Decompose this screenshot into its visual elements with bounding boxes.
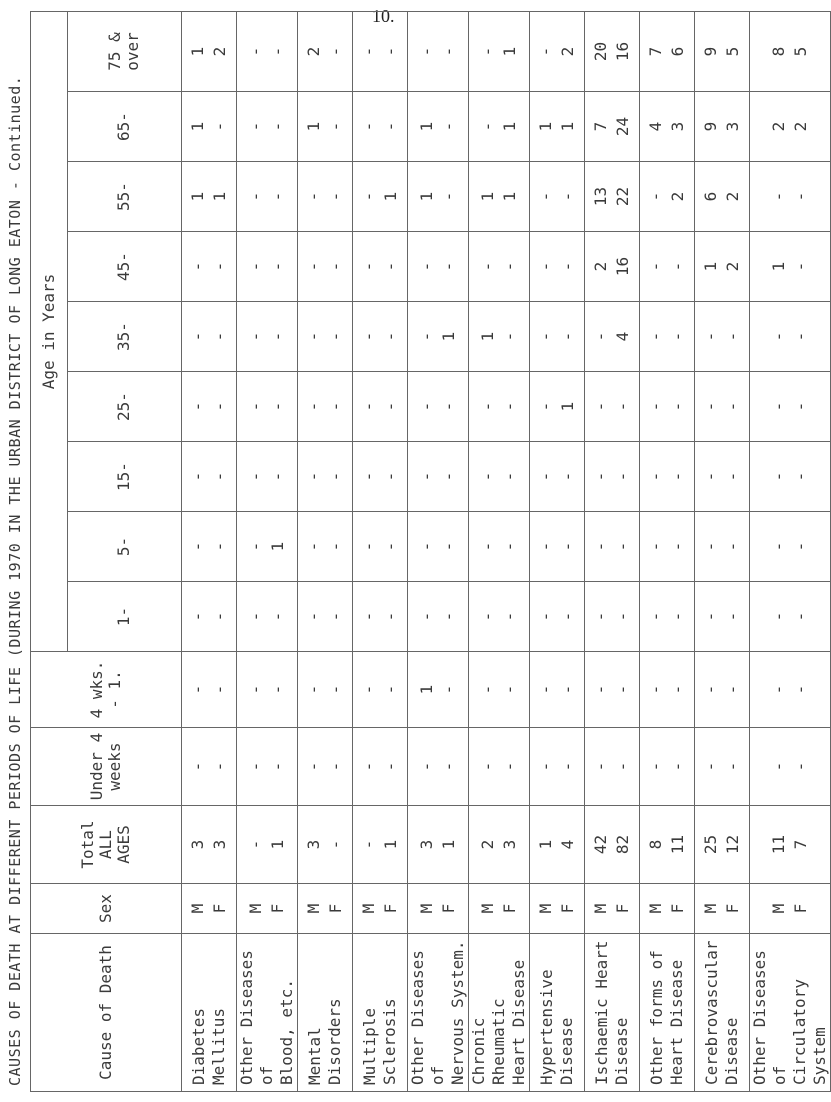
under-4-weeks-cell: - - bbox=[298, 728, 353, 806]
table-row bbox=[530, 11, 585, 1091]
age-cell: - - bbox=[640, 372, 695, 442]
age-cell: - - bbox=[530, 232, 585, 302]
age-cell: - - bbox=[298, 302, 353, 372]
under-4-weeks-cell: - - bbox=[469, 728, 530, 806]
age-cell: 1 1 bbox=[530, 92, 585, 162]
sex-cell: M F bbox=[530, 884, 585, 934]
age-cell: - - bbox=[695, 442, 750, 512]
table-row bbox=[585, 11, 640, 1091]
age-cell: - 4 bbox=[585, 302, 640, 372]
header-age-65: 65- bbox=[67, 92, 181, 162]
age-cell: 1 2 bbox=[182, 11, 237, 91]
age-cell: 4 3 bbox=[640, 92, 695, 162]
age-cell: - - bbox=[530, 582, 585, 652]
four-weeks-cell: - - bbox=[750, 652, 831, 728]
age-cell: - - bbox=[640, 232, 695, 302]
age-cell: - 1 bbox=[530, 372, 585, 442]
age-cell: - - bbox=[640, 302, 695, 372]
under-4-weeks-cell: - - bbox=[182, 728, 237, 806]
age-cell: - - bbox=[750, 512, 831, 582]
age-cell: - - bbox=[353, 11, 408, 91]
age-cell: - - bbox=[469, 582, 530, 652]
age-cell: - - bbox=[353, 442, 408, 512]
sex-cell: M F bbox=[182, 884, 237, 934]
sex-cell: M F bbox=[469, 884, 530, 934]
age-cell: - - bbox=[530, 162, 585, 232]
table-row bbox=[237, 11, 298, 1091]
age-cell: - - bbox=[585, 442, 640, 512]
sex-cell: M F bbox=[695, 884, 750, 934]
age-cell: - - bbox=[353, 232, 408, 302]
age-cell: 7 6 bbox=[640, 11, 695, 91]
age-cell: - 2 bbox=[640, 162, 695, 232]
age-cell: - - bbox=[585, 582, 640, 652]
age-cell: - - bbox=[298, 582, 353, 652]
causes-of-death-table bbox=[30, 11, 831, 1092]
age-cell: - - bbox=[408, 442, 469, 512]
age-cell: - - bbox=[298, 372, 353, 442]
four-weeks-cell: - - bbox=[237, 652, 298, 728]
header-age-1: 1- bbox=[67, 582, 181, 652]
table-row bbox=[695, 11, 750, 1091]
total-cell: 3 - bbox=[298, 806, 353, 884]
four-weeks-cell: - - bbox=[298, 652, 353, 728]
four-weeks-cell: 1 - bbox=[408, 652, 469, 728]
cause-of-death: Multiple Sclerosis bbox=[353, 934, 408, 1092]
age-cell: - 1 bbox=[353, 162, 408, 232]
age-cell: - - bbox=[408, 232, 469, 302]
age-cell: 2 - bbox=[298, 11, 353, 91]
total-cell: 25 12 bbox=[695, 806, 750, 884]
age-cell: - - bbox=[585, 512, 640, 582]
age-cell: - - bbox=[182, 302, 237, 372]
under-4-weeks-cell: - - bbox=[640, 728, 695, 806]
age-cell: 1 - bbox=[469, 302, 530, 372]
four-weeks-cell: - - bbox=[585, 652, 640, 728]
age-cell: 8 5 bbox=[750, 11, 831, 91]
age-cell: - - bbox=[750, 582, 831, 652]
age-cell: - - bbox=[750, 162, 831, 232]
sex-cell: M F bbox=[750, 884, 831, 934]
age-cell: - - bbox=[469, 512, 530, 582]
header-sex: Sex bbox=[31, 884, 182, 934]
header-age-35: 35- bbox=[67, 302, 181, 372]
age-cell: 2 16 bbox=[585, 232, 640, 302]
age-cell: 1 1 bbox=[182, 162, 237, 232]
four-weeks-cell: - - bbox=[182, 652, 237, 728]
age-cell: - - bbox=[469, 372, 530, 442]
age-cell: - 2 bbox=[530, 11, 585, 91]
age-cell: - - bbox=[530, 442, 585, 512]
age-cell: - - bbox=[408, 512, 469, 582]
table-row bbox=[408, 11, 469, 1091]
age-cell: - - bbox=[353, 372, 408, 442]
cause-of-death: Chronic Rheumatic Heart Disease bbox=[469, 934, 530, 1092]
age-cell: - - bbox=[408, 11, 469, 91]
age-cell: - - bbox=[695, 372, 750, 442]
total-cell: 3 3 bbox=[182, 806, 237, 884]
age-cell: 1 - bbox=[298, 92, 353, 162]
age-cell: - - bbox=[237, 92, 298, 162]
age-cell: - - bbox=[750, 302, 831, 372]
age-cell: - - bbox=[353, 302, 408, 372]
total-cell: 1 4 bbox=[530, 806, 585, 884]
cause-of-death: Cerebrovascular Disease bbox=[695, 934, 750, 1092]
table-row bbox=[750, 11, 831, 1091]
under-4-weeks-cell: - - bbox=[750, 728, 831, 806]
age-cell: 1 - bbox=[750, 232, 831, 302]
sex-cell: M F bbox=[353, 884, 408, 934]
age-cell: - 1 bbox=[408, 302, 469, 372]
sex-cell: M F bbox=[298, 884, 353, 934]
age-cell: - - bbox=[750, 372, 831, 442]
table-row bbox=[182, 11, 237, 1091]
four-weeks-cell: - - bbox=[353, 652, 408, 728]
header-age-45: 45- bbox=[67, 232, 181, 302]
age-cell: - - bbox=[298, 232, 353, 302]
age-cell: - - bbox=[353, 512, 408, 582]
age-cell: - - bbox=[640, 512, 695, 582]
age-cell: 2 2 bbox=[750, 92, 831, 162]
cause-of-death: Diabetes Mellitus bbox=[182, 934, 237, 1092]
header-age-25: 25- bbox=[67, 372, 181, 442]
age-cell: - - bbox=[237, 372, 298, 442]
age-cell: - - bbox=[298, 442, 353, 512]
age-cell: 20 16 bbox=[585, 11, 640, 91]
sex-cell: M F bbox=[408, 884, 469, 934]
table-row bbox=[353, 11, 408, 1091]
table-row bbox=[298, 11, 353, 1091]
cause-of-death: Other Diseases of Nervous System. bbox=[408, 934, 469, 1092]
age-cell: - - bbox=[353, 92, 408, 162]
age-cell: - - bbox=[237, 442, 298, 512]
age-cell: 6 2 bbox=[695, 162, 750, 232]
age-cell: - - bbox=[640, 442, 695, 512]
header-cause: Cause of Death bbox=[31, 934, 182, 1092]
header-age-group: Age in Years bbox=[31, 11, 68, 651]
cause-of-death: Other Diseases of Blood, etc. bbox=[237, 934, 298, 1092]
age-cell: - - bbox=[182, 512, 237, 582]
age-cell: 9 3 bbox=[695, 92, 750, 162]
age-cell: - - bbox=[469, 232, 530, 302]
cause-of-death: Other forms of Heart Disease bbox=[640, 934, 695, 1092]
age-cell: - - bbox=[237, 302, 298, 372]
age-cell: - - bbox=[530, 512, 585, 582]
age-cell: - - bbox=[182, 582, 237, 652]
age-cell: - - bbox=[182, 232, 237, 302]
age-cell: - - bbox=[353, 582, 408, 652]
table-title: CAUSES OF DEATH AT DIFFERENT PERIODS OF LIFE (DURING 1970 IN THE URBAN DISTRICT OF LONG EATON - Continued. bbox=[6, 75, 24, 1086]
age-cell: - 1 bbox=[469, 11, 530, 91]
age-cell: - - bbox=[182, 372, 237, 442]
age-cell: - - bbox=[237, 162, 298, 232]
age-cell: - - bbox=[530, 302, 585, 372]
age-cell: 1 - bbox=[408, 92, 469, 162]
four-weeks-cell: - - bbox=[530, 652, 585, 728]
age-cell: - - bbox=[640, 582, 695, 652]
sex-cell: M F bbox=[585, 884, 640, 934]
age-cell: - - bbox=[695, 512, 750, 582]
cause-of-death: Mental Disorders bbox=[298, 934, 353, 1092]
total-cell: - 1 bbox=[353, 806, 408, 884]
header-age-5: 5- bbox=[67, 512, 181, 582]
age-cell: - - bbox=[585, 372, 640, 442]
under-4-weeks-cell: - - bbox=[353, 728, 408, 806]
age-cell: 13 22 bbox=[585, 162, 640, 232]
age-cell: 9 5 bbox=[695, 11, 750, 91]
age-cell: - - bbox=[182, 442, 237, 512]
sex-cell: M F bbox=[640, 884, 695, 934]
under-4-weeks-cell: - - bbox=[530, 728, 585, 806]
header-age-15: 15- bbox=[67, 442, 181, 512]
total-cell: 42 82 bbox=[585, 806, 640, 884]
total-cell: 11 7 bbox=[750, 806, 831, 884]
age-cell: - - bbox=[298, 512, 353, 582]
total-cell: 3 1 bbox=[408, 806, 469, 884]
under-4-weeks-cell: - - bbox=[237, 728, 298, 806]
age-cell: - - bbox=[237, 11, 298, 91]
age-cell: 1 2 bbox=[695, 232, 750, 302]
age-cell: - 1 bbox=[469, 92, 530, 162]
header-under-4-weeks: Under 4 weeks bbox=[31, 728, 182, 806]
table-row bbox=[469, 11, 530, 1091]
age-cell: - - bbox=[298, 162, 353, 232]
age-cell: - - bbox=[408, 372, 469, 442]
under-4-weeks-cell: - - bbox=[585, 728, 640, 806]
total-cell: - 1 bbox=[237, 806, 298, 884]
age-cell: - - bbox=[237, 232, 298, 302]
age-cell: - - bbox=[469, 442, 530, 512]
four-weeks-cell: - - bbox=[695, 652, 750, 728]
header-4-weeks-1: 4 wks. - 1. bbox=[31, 652, 182, 728]
age-cell: 1 - bbox=[408, 162, 469, 232]
total-cell: 2 3 bbox=[469, 806, 530, 884]
age-cell: - - bbox=[237, 582, 298, 652]
cause-of-death: Other Diseases of Circulatory System bbox=[750, 934, 831, 1092]
age-cell: - - bbox=[408, 582, 469, 652]
age-cell: - - bbox=[695, 582, 750, 652]
cause-of-death: Ischaemic Heart Disease bbox=[585, 934, 640, 1092]
header-total: Total ALL AGES bbox=[31, 806, 182, 884]
age-cell: - - bbox=[750, 442, 831, 512]
four-weeks-cell: - - bbox=[469, 652, 530, 728]
age-cell: - 1 bbox=[237, 512, 298, 582]
total-cell: 8 11 bbox=[640, 806, 695, 884]
under-4-weeks-cell: - - bbox=[695, 728, 750, 806]
header-age-75-over: 75 & over bbox=[67, 11, 181, 91]
age-cell: 1 - bbox=[182, 92, 237, 162]
header-age-55: 55- bbox=[67, 162, 181, 232]
under-4-weeks-cell: - - bbox=[408, 728, 469, 806]
page-number: 10. bbox=[372, 6, 395, 26]
age-cell: 7 24 bbox=[585, 92, 640, 162]
age-cell: 1 1 bbox=[469, 162, 530, 232]
cause-of-death: Hypertensive Disease bbox=[530, 934, 585, 1092]
table-body bbox=[182, 11, 831, 1091]
table-row bbox=[640, 11, 695, 1091]
sex-cell: M F bbox=[237, 884, 298, 934]
four-weeks-cell: - - bbox=[640, 652, 695, 728]
age-cell: - - bbox=[695, 302, 750, 372]
